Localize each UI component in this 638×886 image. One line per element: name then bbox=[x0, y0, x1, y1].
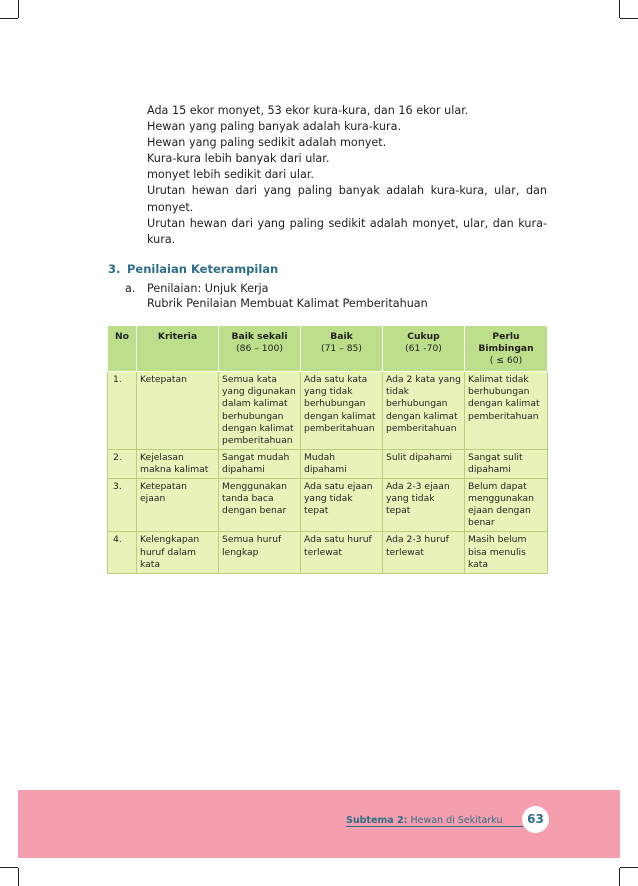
paragraph-line: Hewan yang paling banyak adalah kura-kura. bbox=[147, 120, 402, 134]
cell-kriteria: Ketepatan ejaan bbox=[137, 479, 219, 532]
subsection-marker: a. bbox=[125, 282, 136, 295]
cell-cukup: Ada 2 kata yang tidak berhubungan dengan kalimat pemberitahuan bbox=[383, 372, 465, 450]
section-number: 3. bbox=[108, 262, 121, 276]
cell-baik: Mudah dipahami bbox=[301, 449, 383, 478]
cell-cukup: Ada 2-3 huruf terlewat bbox=[383, 532, 465, 573]
crop-mark bbox=[0, 867, 18, 868]
table-row bbox=[108, 372, 548, 450]
table-row bbox=[108, 449, 548, 478]
crop-mark bbox=[620, 18, 638, 19]
header-perlu-bimbingan: Perlu Bimbingan ( ≤ 60) bbox=[465, 326, 548, 372]
section-title: Penilaian Keterampilan bbox=[127, 262, 279, 276]
cell-no: 3. bbox=[108, 479, 137, 532]
cell-perlu-bimbingan: Masih belum bisa menulis kata bbox=[465, 532, 548, 573]
table-row bbox=[108, 479, 548, 532]
cell-baik-sekali: Menggunakan tanda baca dengan benar bbox=[219, 479, 301, 532]
table-header-row bbox=[108, 326, 548, 372]
paragraph-line: monyet lebih sedikit dari ular. bbox=[147, 168, 314, 182]
section-heading bbox=[108, 262, 278, 276]
header-no: No bbox=[108, 326, 137, 372]
cell-baik: Ada satu huruf terlewat bbox=[301, 532, 383, 573]
footer-subtema bbox=[346, 815, 502, 826]
crop-mark bbox=[18, 868, 19, 886]
header-baik-sekali: Baik sekali (86 – 100) bbox=[219, 326, 301, 372]
rubric-title: Rubrik Penilaian Membuat Kalimat Pemberitahuan bbox=[147, 297, 428, 310]
cell-cukup: Sulit dipahami bbox=[383, 449, 465, 478]
cell-baik: Ada satu kata yang tidak berhubungan dengan kalimat pemberitahuan bbox=[301, 372, 383, 450]
paragraph-line: monyet. bbox=[147, 200, 194, 214]
header-kriteria: Kriteria bbox=[137, 326, 219, 372]
cell-perlu-bimbingan: Belum dapat menggunakan ejaan dengan benar bbox=[465, 479, 548, 532]
header-cukup: Cukup (61 -70) bbox=[383, 326, 465, 372]
subtema-label: Subtema 2: bbox=[346, 815, 408, 826]
crop-mark bbox=[0, 18, 18, 19]
paragraph-line: Kura-kura lebih banyak dari ular. bbox=[147, 152, 330, 166]
footer-underline bbox=[346, 826, 523, 827]
cell-baik: Ada satu ejaan yang tidak tepat bbox=[301, 479, 383, 532]
crop-mark bbox=[619, 868, 620, 886]
paragraph-line: Hewan yang paling sedikit adalah monyet. bbox=[147, 136, 387, 150]
rubric-table bbox=[107, 325, 548, 574]
paragraph-line: kura. bbox=[147, 232, 176, 246]
page-number: 63 bbox=[522, 806, 549, 833]
crop-mark bbox=[18, 0, 19, 18]
cell-no: 1. bbox=[108, 372, 137, 450]
cell-kriteria: Kejelasan makna kalimat bbox=[137, 449, 219, 478]
paragraph-line: Urutan hewan dari yang paling banyak adalah kura-kura, ular, dan bbox=[147, 184, 547, 198]
cell-perlu-bimbingan: Kalimat tidak berhubungan dengan kalimat pemberitahuan bbox=[465, 372, 548, 450]
body-paragraph bbox=[147, 103, 547, 248]
crop-mark bbox=[620, 867, 638, 868]
cell-baik-sekali: Semua huruf lengkap bbox=[219, 532, 301, 573]
header-baik: Baik (71 – 85) bbox=[301, 326, 383, 372]
subsection bbox=[125, 281, 428, 311]
cell-baik-sekali: Semua kata yang digunakan dalam kalimat berhubungan dengan kalimat pemberitahuan bbox=[219, 372, 301, 450]
cell-kriteria: Ketepatan bbox=[137, 372, 219, 450]
cell-baik-sekali: Sangat mudah dipahami bbox=[219, 449, 301, 478]
cell-no: 2. bbox=[108, 449, 137, 478]
subsection-label: Penilaian: Unjuk Kerja bbox=[147, 282, 269, 295]
paragraph-line: Ada 15 ekor monyet, 53 ekor kura-kura, dan 16 ekor ular. bbox=[147, 104, 469, 117]
cell-kriteria: Kelengkapan huruf dalam kata bbox=[137, 532, 219, 573]
table-row bbox=[108, 532, 548, 573]
paragraph-line: Urutan hewan dari yang paling sedikit adalah monyet, ular, dan kura- bbox=[147, 216, 547, 230]
cell-perlu-bimbingan: Sangat sulit dipahami bbox=[465, 449, 548, 478]
crop-mark bbox=[619, 0, 620, 18]
cell-no: 4. bbox=[108, 532, 137, 573]
subtema-title: Hewan di Sekitarku bbox=[410, 815, 503, 826]
cell-cukup: Ada 2-3 ejaan yang tidak tepat bbox=[383, 479, 465, 532]
